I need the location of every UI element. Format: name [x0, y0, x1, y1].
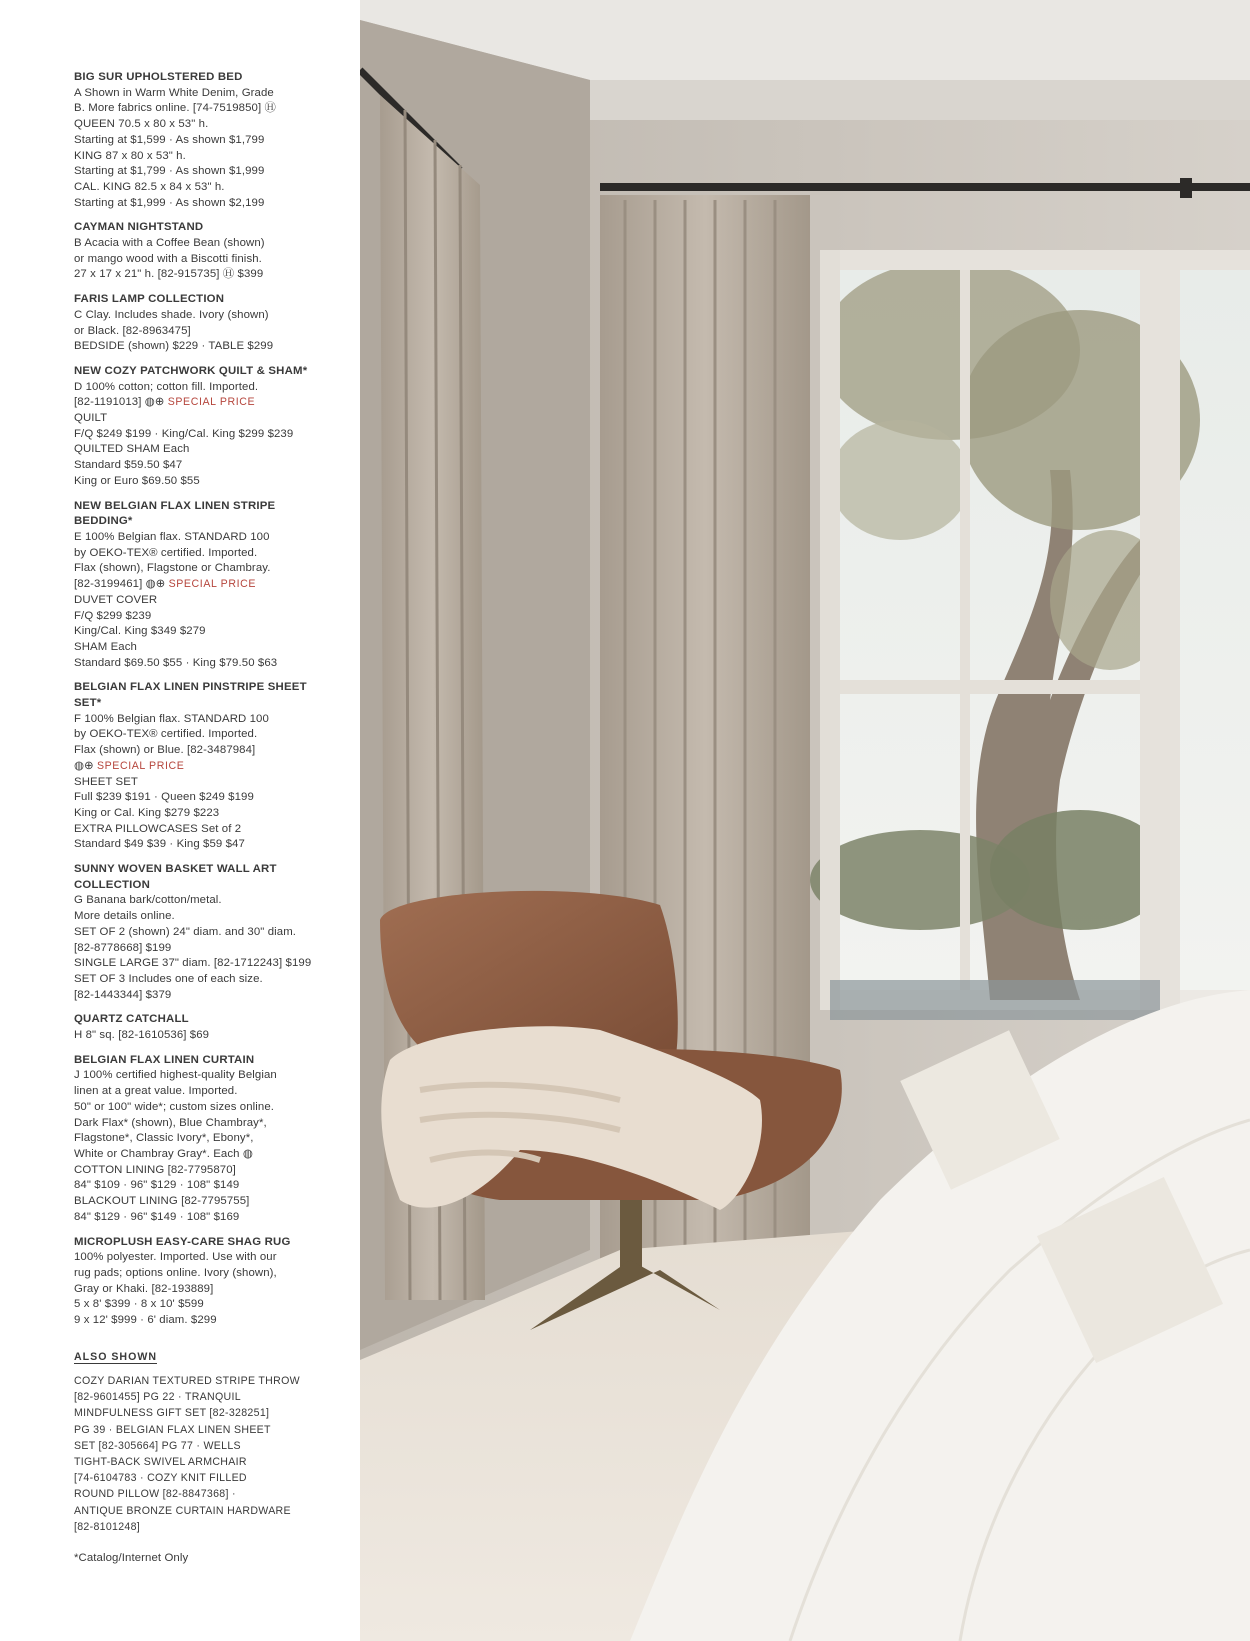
also-shown-heading: ALSO SHOWN [74, 1350, 157, 1363]
product-title: BELGIAN FLAX LINEN PINSTRIPE SHEET SET* [74, 681, 307, 710]
product-detail-line: G Banana bark/cotton/metal. [74, 894, 222, 907]
product-detail-line: linen at a great value. Imported. [74, 1085, 238, 1098]
product-entry [74, 364, 336, 490]
also-shown-line: TIGHT-BACK SWIVEL ARMCHAIR [74, 1455, 247, 1468]
product-detail-line: or Black. [82-8963475] [74, 324, 191, 337]
product-entry [74, 292, 336, 355]
product-detail-line: H 8" sq. [82-1610536] $69 [74, 1029, 210, 1042]
also-shown-line: [82-9601455] PG 22 · TRANQUIL [74, 1391, 241, 1404]
product-detail-line: Starting at $1,999 · As shown $2,199 [74, 196, 265, 209]
product-detail-line: QUILT [74, 412, 108, 425]
product-title: FARIS LAMP COLLECTION [74, 293, 225, 306]
product-detail-line: QUILTED SHAM Each [74, 443, 190, 456]
product-detail-line: Full $239 $191 · Queen $249 $199 [74, 791, 254, 804]
also-shown-line: MINDFULNESS GIFT SET [82-328251] [74, 1407, 270, 1420]
also-shown-line: [74-6104783 · COZY KNIT FILLED [74, 1472, 247, 1485]
also-shown-line: COZY DARIAN TEXTURED STRIPE THROW [74, 1374, 300, 1387]
product-title: CAYMAN NIGHTSTAND [74, 221, 204, 234]
product-title: NEW BELGIAN FLAX LINEN STRIPE BEDDING* [74, 499, 276, 528]
product-detail-line: 9 x 12' $999 · 6' diam. $299 [74, 1314, 217, 1327]
product-detail-line: ◍⊕ SPECIAL PRICE [74, 759, 185, 772]
product-copy-column [74, 70, 336, 1567]
product-detail-line: B. More fabrics online. [74-7519850] Ⓗ [74, 102, 276, 115]
product-detail-line: SET OF 2 (shown) 24" diam. and 30" diam. [74, 925, 297, 938]
also-shown-line: PG 39 · BELGIAN FLAX LINEN SHEET [74, 1423, 271, 1436]
product-entry [74, 1012, 336, 1043]
footnote: *Catalog/Internet Only [74, 1551, 189, 1564]
product-detail-line: SHEET SET [74, 775, 138, 788]
product-entry [74, 499, 336, 672]
product-entry [74, 70, 336, 211]
product-detail-line: EXTRA PILLOWCASES Set of 2 [74, 822, 242, 835]
product-detail-line: More details online. [74, 910, 175, 923]
product-detail-line: 27 x 17 x 21" h. [82-915735] Ⓗ $399 [74, 268, 264, 281]
also-shown-line: SET [82-305664] PG 77 · WELLS [74, 1439, 241, 1452]
product-entry [74, 1235, 336, 1329]
product-detail-line: White or Chambray Gray*. Each ◍ [74, 1148, 253, 1160]
product-detail-line: Standard $59.50 $47 [74, 459, 183, 472]
product-detail-line: Flax (shown) or Blue. [82-3487984] [74, 744, 256, 757]
bedroom-scene-illustration [360, 0, 1250, 1641]
product-detail-line: Starting at $1,599 · As shown $1,799 [74, 133, 265, 146]
product-detail-line: COTTON LINING [82-7795870] [74, 1163, 236, 1176]
product-entry [74, 220, 336, 283]
product-title: MICROPLUSH EASY-CARE SHAG RUG [74, 1235, 291, 1248]
product-detail-line: [82-8778668] $199 [74, 941, 172, 954]
product-title: QUARTZ CATCHALL [74, 1013, 189, 1026]
product-title: BELGIAN FLAX LINEN CURTAIN [74, 1053, 255, 1066]
product-detail-line: SINGLE LARGE 37" diam. [82-1712243] $199 [74, 957, 312, 970]
product-detail-line: SET OF 3 Includes one of each size. [74, 972, 263, 985]
product-detail-line: CAL. KING 82.5 x 84 x 53" h. [74, 180, 225, 193]
product-detail-line: J 100% certified highest-quality Belgian [74, 1069, 277, 1082]
product-detail-line: BEDSIDE (shown) $229 · TABLE $299 [74, 340, 274, 353]
product-detail-line: King or Cal. King $279 $223 [74, 806, 220, 819]
product-detail-line: DUVET COVER [74, 593, 158, 606]
product-detail-line: 50" or 100" wide*; custom sizes online. [74, 1100, 275, 1113]
also-shown-line: ROUND PILLOW [82-8847368] · [74, 1488, 236, 1501]
also-shown-line: ANTIQUE BRONZE CURTAIN HARDWARE [74, 1504, 291, 1517]
product-entry [74, 1053, 336, 1226]
product-detail-line: KING 87 x 80 x 53" h. [74, 149, 186, 162]
product-detail-line: [82-1443344] $379 [74, 988, 172, 1001]
curtain-rod [600, 183, 1250, 191]
product-detail-line: Standard $49 $39 · King $59 $47 [74, 838, 245, 851]
product-title: SUNNY WOVEN BASKET WALL ART COLLECTION [74, 863, 277, 891]
product-detail-line: A Shown in Warm White Denim, Grade [74, 86, 274, 99]
product-title: BIG SUR UPHOLSTERED BED [74, 71, 243, 83]
product-detail-line: Flax (shown), Flagstone or Chambray. [74, 562, 271, 575]
product-detail-line: BLACKOUT LINING [82-7795755] [74, 1195, 250, 1208]
product-detail-line: F 100% Belgian flax. STANDARD 100 [74, 712, 269, 725]
product-entry [74, 680, 336, 853]
product-detail-line: F/Q $249 $199 · King/Cal. King $299 $239 [74, 427, 294, 440]
product-detail-line: Gray or Khaki. [82-193889] [74, 1282, 214, 1295]
product-detail-line: [82-3199461] ◍⊕ SPECIAL PRICE [74, 578, 257, 591]
product-detail-line: SHAM Each [74, 640, 137, 653]
bedroom-photo [360, 0, 1250, 1641]
product-entry [74, 862, 336, 1003]
product-title: NEW COZY PATCHWORK QUILT & SHAM* [74, 364, 308, 377]
product-detail-line: by OEKO-TEX® certified. Imported. [74, 728, 258, 741]
product-detail-line: Standard $69.50 $55 · King $79.50 $63 [74, 656, 278, 669]
product-detail-line: King or Euro $69.50 $55 [74, 474, 200, 487]
product-detail-line: by OEKO-TEX® certified. Imported. [74, 546, 258, 559]
product-detail-line: C Clay. Includes shade. Ivory (shown) [74, 308, 269, 321]
product-detail-line: QUEEN 70.5 x 80 x 53" h. [74, 118, 209, 131]
product-detail-line: E 100% Belgian flax. STANDARD 100 [74, 530, 270, 543]
product-detail-line: 5 x 8' $399 · 8 x 10' $599 [74, 1298, 204, 1311]
product-detail-line: Starting at $1,799 · As shown $1,999 [74, 165, 265, 178]
product-detail-line: D 100% cotton; cotton fill. Imported. [74, 380, 259, 393]
product-detail-line: Flagstone*, Classic Ivory*, Ebony*, [74, 1132, 254, 1145]
product-detail-line: Dark Flax* (shown), Blue Chambray*, [74, 1116, 267, 1129]
product-detail-line: or mango wood with a Biscotti finish. [74, 252, 262, 265]
product-detail-line: F/Q $299 $239 [74, 609, 152, 622]
product-list [74, 70, 336, 1329]
product-detail-line: 100% polyester. Imported. Use with our [74, 1251, 277, 1264]
also-shown-list [74, 1373, 336, 1535]
product-detail-line: B Acacia with a Coffee Bean (shown) [74, 237, 265, 250]
product-detail-line: rug pads; options online. Ivory (shown), [74, 1266, 277, 1279]
product-detail-line: King/Cal. King $349 $279 [74, 625, 206, 638]
product-detail-line: 84" $109 · 96" $129 · 108" $149 [74, 1179, 240, 1192]
product-detail-line: 84" $129 · 96" $149 · 108" $169 [74, 1210, 240, 1223]
also-shown-line: [82-8101248] [74, 1520, 141, 1533]
also-shown-section [74, 1349, 336, 1535]
product-detail-line: [82-1191013] ◍⊕ SPECIAL PRICE [74, 396, 256, 409]
